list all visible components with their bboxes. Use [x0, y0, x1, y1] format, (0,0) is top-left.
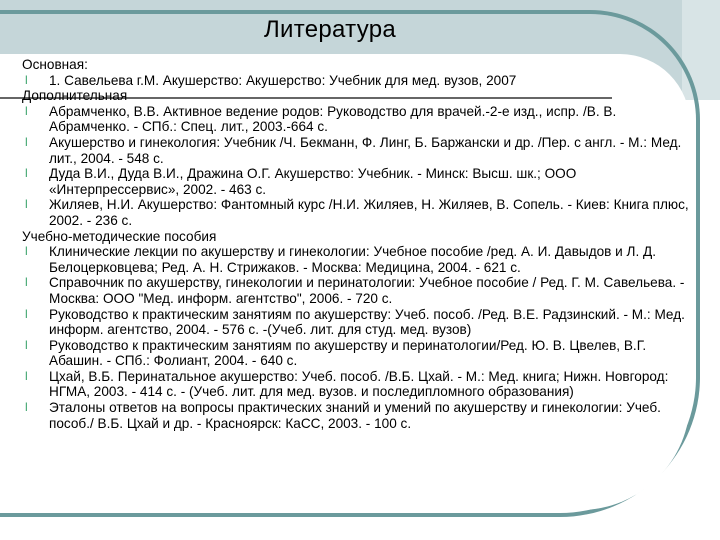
bullet-icon: l [25, 134, 28, 149]
bullet-icon: l [25, 337, 28, 352]
bullet-icon: l [25, 400, 28, 415]
reference-text: Цхай, В.Б. Перинатальное акушерство: Учеб. пособ. /В.Б. Цхай. - М.: Мед. книга; Нижн. Новгород: НГМА, 2003. - 414 с. - (Учеб. лит. для мед. вузов. и последипломного образования) [49, 368, 669, 400]
reference-text: Руководство к практическим занятиям по акушерству и перинатологии/Ред. Ю. В. Цвелев, В.Г. Абашин. - СПб.: Фолиант, 2004. - 640 с. [49, 337, 647, 369]
reference-text: Акушерство и гинекология: Учебник /Ч. Бекманн, Ф. Линг, Б. Баржански и др. /Пер. с англ. - М.: Мед. лит., 2004. - 548 с. [49, 134, 682, 166]
list-item [22, 369, 690, 400]
slide-title: Литература [263, 16, 397, 43]
reference-text: Жиляев, Н.И. Акушерство: Фантомный курс /Н.И. Жиляев, Н. Жиляев, В. Сопель. - Киев: Книга плюс, 2002. - 236 с. [49, 197, 689, 228]
list-item [22, 244, 690, 275]
section-heading: Учебно-методические пособия [22, 228, 217, 244]
list-item [22, 73, 690, 89]
list-item [22, 275, 690, 306]
bullet-icon: l [25, 166, 28, 181]
bullet-icon: l [25, 306, 28, 321]
list-item [22, 135, 690, 166]
list-item [22, 166, 690, 197]
reference-text: Дуда В.И., Дуда В.И., Дражина О.Г. Акушерство: Учебник. - Минск: Высш. шк.; ООО «Интерпрессервис», 2002. - 463 с. [49, 166, 577, 197]
list-item [22, 104, 690, 135]
bullet-icon: l [25, 368, 28, 383]
reference-text: Справочник по акушерству, гинекологии и перинатологии: Учебное пособие / Ред. Г. М. Савельева. - Москва: ООО "Мед. информ. агентство", 2006. - 720 с. [49, 275, 685, 306]
list-item [22, 400, 690, 431]
list-item [22, 197, 690, 228]
bullet-icon: l [25, 72, 28, 87]
reference-text: 1. Савельева г.М. Акушерство: Акушерство: Учебник для мед. вузов, 2007 [49, 72, 517, 88]
bullet-icon: l [25, 244, 28, 259]
list-item [22, 338, 690, 369]
reference-text: Абрамченко, В.В. Активное ведение родов: Руководство для врачей.-2-е изд., испр. /В. В. Абрамченко. - СПб.: Спец. лит., 2003.-664 с. [49, 103, 617, 135]
list-item [22, 307, 690, 338]
reference-text: Эталоны ответов на вопросы практических знаний и умений по акушерству и гинекологии: Учеб. пособ./ В.Б. Цхай и др. - Красноярск: КаСС, 2003. - 100 с. [49, 400, 661, 431]
section-heading: Дополнительная [22, 88, 128, 104]
reference-text: Клинические лекции по акушерству и гинекологии: Учебное пособие /ред. А. И. Давыдов и Л. Д. Белоцерковцева; Ред. А. Н. Стрижаков. - Москва: Медицина, 2004. - 621 с. [49, 244, 657, 275]
section-heading: Основная: [22, 57, 88, 72]
bullet-icon: l [25, 197, 28, 212]
bullet-icon: l [25, 275, 28, 290]
bullet-icon: l [25, 103, 28, 118]
bibliography-list [22, 57, 690, 431]
reference-text: Руководство к практическим занятиям по акушерству: Учеб. пособ. /Ред. В.Е. Радзинский. - М.: Мед. информ. агентство, 2004. - 576 с. -(Учеб. лит. для студ. мед. вузов) [49, 306, 685, 338]
